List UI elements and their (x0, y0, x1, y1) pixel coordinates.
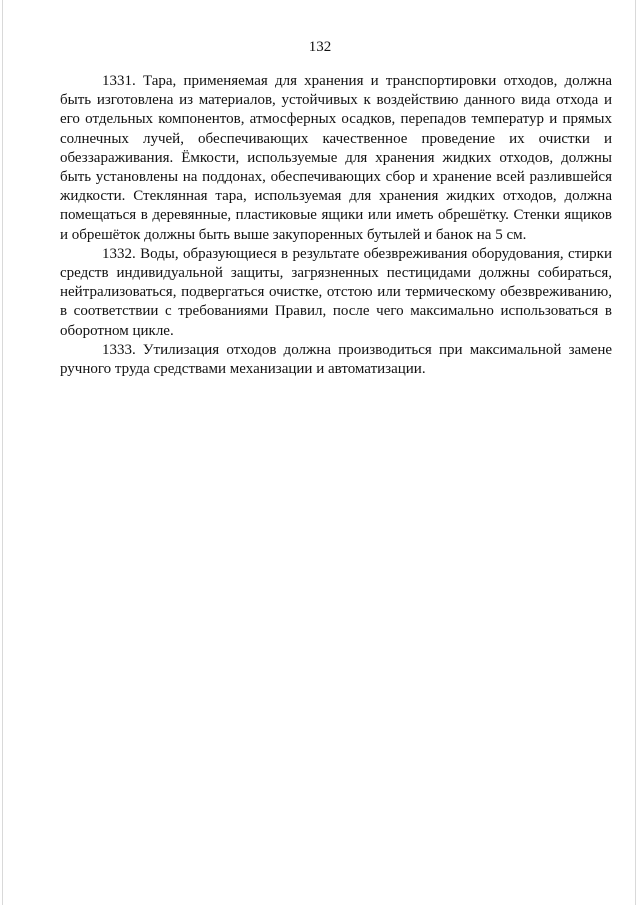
paragraph-1332: 1332. Воды, образующиеся в результате обезвреживания оборудования, стирки средств индивидуальной защиты, загрязненных пестицидами должны собираться, нейтрализоваться, подвергаться очистке, отстою или термическому обезвреживанию, в соответствии с требованиями Правил, после чего максимально использоваться в оборотном цикле. (60, 245, 612, 339)
scan-edge-left (2, 0, 3, 905)
paragraph-1333: 1333. Утилизация отходов должна производиться при максимальной замене ручного труда средствами механизации и автоматизации. (60, 341, 612, 378)
document-body (60, 72, 612, 379)
scan-edge-right (635, 0, 636, 905)
paragraph-1331: 1331. Тара, применяемая для хранения и транспортировки отходов, должна быть изготовлена из материалов, устойчивых к воздействию данного вида отхода и его отдельных компонентов, атмосферных осадков, перепадов температур и прямых солнечных лучей, обеспечивающих качественное проведение их очистки и обеззараживания. Ёмкости, используемые для хранения жидких отходов, должны быть установлены на поддонах, обеспечивающих сбор и хранение всей разлившейся жидкости. Стеклянная тара, используемая для хранения жидких отходов, должна помещаться в деревянные, пластиковые ящики или иметь обрешётку. Стенки ящиков и обрешёток должны быть выше закупоренных бутылей и банок на 5 см. (60, 73, 612, 243)
page-number: 132 (308, 39, 332, 55)
